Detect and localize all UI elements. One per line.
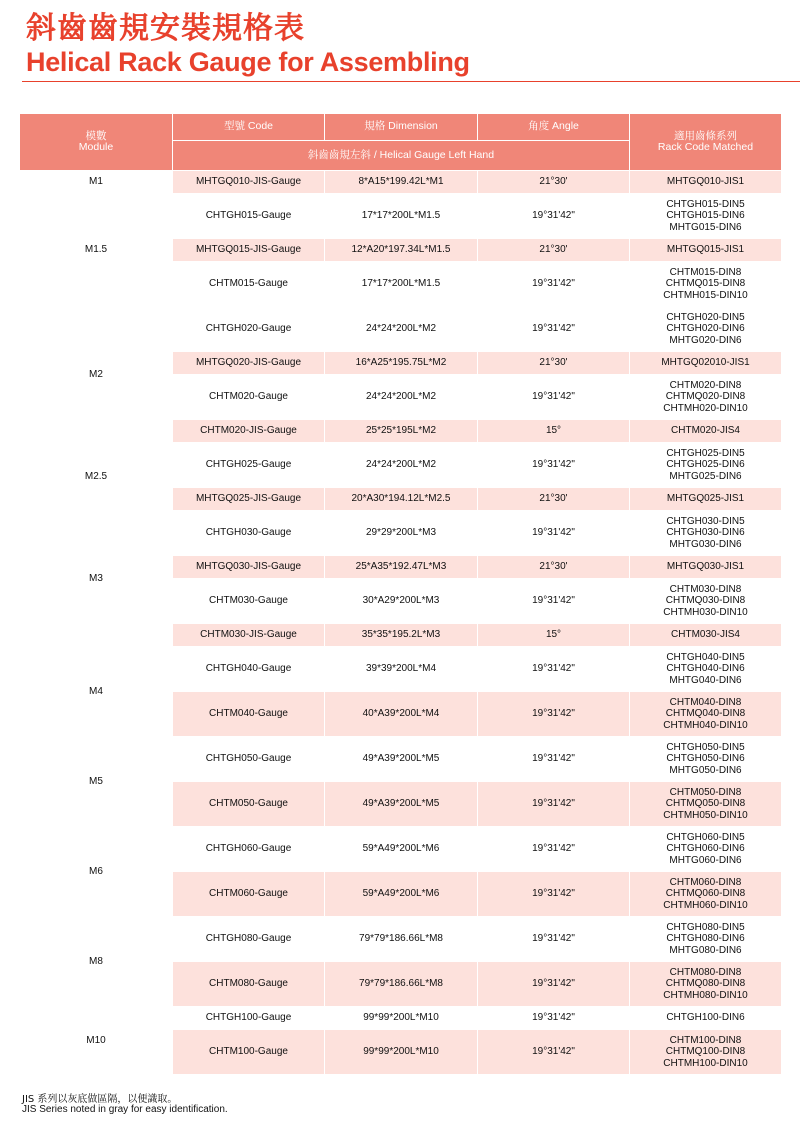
code-cell: MHTGQ015-JIS-Gauge bbox=[173, 239, 325, 262]
dimension-cell: 59*A49*200L*M6 bbox=[325, 827, 478, 872]
footnote-en: JIS Series noted in gray for easy identification. bbox=[22, 1104, 228, 1115]
dimension-cell: 24*24*200L*M2 bbox=[325, 307, 478, 352]
matched-code-cell: CHTM030-JIS4 bbox=[630, 624, 782, 647]
matched-code-cell: MHTGQ025-JIS1 bbox=[630, 488, 782, 511]
module-cell: M3 bbox=[20, 511, 173, 647]
module-cell: M10 bbox=[20, 1007, 173, 1075]
dimension-cell: 25*25*195L*M2 bbox=[325, 420, 478, 443]
page-title-en: Helical Rack Gauge for Assembling bbox=[26, 47, 470, 77]
dimension-cell: 25*A35*192.47L*M3 bbox=[325, 556, 478, 579]
dimension-cell: 59*A49*200L*M6 bbox=[325, 872, 478, 917]
table-row bbox=[20, 647, 782, 692]
matched-header-zh: 適用齒條系列 bbox=[674, 129, 737, 142]
title-divider bbox=[22, 81, 800, 82]
angle-cell: 21°30' bbox=[478, 171, 630, 194]
angle-cell: 19°31'42" bbox=[478, 194, 630, 239]
code-cell: CHTGH050-Gauge bbox=[173, 737, 325, 782]
matched-code-cell: CHTM030-DIN8 CHTMQ030-DIN8 CHTMH030-DIN10 bbox=[630, 579, 782, 624]
matched-code-cell: CHTM060-DIN8 CHTMQ060-DIN8 CHTMH060-DIN10 bbox=[630, 872, 782, 917]
table-row bbox=[20, 1007, 782, 1030]
angle-cell: 19°31'42" bbox=[478, 579, 630, 624]
dimension-cell: 24*24*200L*M2 bbox=[325, 375, 478, 420]
angle-cell: 19°31'42" bbox=[478, 737, 630, 782]
matched-code-cell: CHTM040-DIN8 CHTMQ040-DIN8 CHTMH040-DIN10 bbox=[630, 692, 782, 737]
angle-cell: 19°31'42" bbox=[478, 962, 630, 1007]
table-row bbox=[20, 194, 782, 239]
angle-cell: 19°31'42" bbox=[478, 375, 630, 420]
code-cell: CHTM020-Gauge bbox=[173, 375, 325, 420]
angle-cell: 15° bbox=[478, 624, 630, 647]
matched-code-cell: CHTGH025-DIN5 CHTGH025-DIN6 MHTG025-DIN6 bbox=[630, 443, 782, 488]
matched-header bbox=[630, 114, 782, 171]
code-cell: MHTGQ020-JIS-Gauge bbox=[173, 352, 325, 375]
code-cell: CHTGH020-Gauge bbox=[173, 307, 325, 352]
left-hand-subheader: 斜齒齒規左斜 / Helical Gauge Left Hand bbox=[173, 141, 630, 171]
spec-table bbox=[19, 113, 782, 1075]
module-cell: M4 bbox=[20, 647, 173, 737]
matched-code-cell: CHTGH015-DIN5 CHTGH015-DIN6 MHTG015-DIN6 bbox=[630, 194, 782, 239]
angle-cell: 19°31'42" bbox=[478, 827, 630, 872]
code-cell: CHTGH030-Gauge bbox=[173, 511, 325, 556]
dimension-cell: 16*A25*195.75L*M2 bbox=[325, 352, 478, 375]
angle-cell: 19°31'42" bbox=[478, 872, 630, 917]
dimension-cell: 8*A15*199.42L*M1 bbox=[325, 171, 478, 194]
dimension-cell: 49*A39*200L*M5 bbox=[325, 737, 478, 782]
dimension-cell: 40*A39*200L*M4 bbox=[325, 692, 478, 737]
dimension-cell: 49*A39*200L*M5 bbox=[325, 782, 478, 827]
module-cell: M2.5 bbox=[20, 443, 173, 511]
table-row bbox=[20, 737, 782, 782]
matched-code-cell: CHTGH100-DIN6 bbox=[630, 1007, 782, 1030]
code-cell: CHTGH060-Gauge bbox=[173, 827, 325, 872]
angle-cell: 19°31'42" bbox=[478, 1030, 630, 1075]
code-cell: CHTM015-Gauge bbox=[173, 262, 325, 307]
angle-cell: 19°31'42" bbox=[478, 443, 630, 488]
matched-code-cell: CHTGH080-DIN5 CHTGH080-DIN6 MHTG080-DIN6 bbox=[630, 917, 782, 962]
module-header-en: Module bbox=[78, 141, 114, 153]
dimension-cell: 35*35*195.2L*M3 bbox=[325, 624, 478, 647]
angle-cell: 19°31'42" bbox=[478, 647, 630, 692]
code-cell: CHTM020-JIS-Gauge bbox=[173, 420, 325, 443]
dimension-cell: 17*17*200L*M1.5 bbox=[325, 262, 478, 307]
code-cell: CHTGH100-Gauge bbox=[173, 1007, 325, 1030]
code-cell: CHTGH080-Gauge bbox=[173, 917, 325, 962]
spec-table-body bbox=[20, 171, 782, 1075]
matched-code-cell: CHTM050-DIN8 CHTMQ050-DIN8 CHTMH050-DIN10 bbox=[630, 782, 782, 827]
table-row bbox=[20, 917, 782, 962]
matched-code-cell: MHTGQ030-JIS1 bbox=[630, 556, 782, 579]
angle-cell: 21°30' bbox=[478, 352, 630, 375]
code-cell: CHTGH025-Gauge bbox=[173, 443, 325, 488]
module-cell: M5 bbox=[20, 737, 173, 827]
module-cell: M1.5 bbox=[20, 194, 173, 307]
matched-code-cell: CHTGH060-DIN5 CHTGH060-DIN6 MHTG060-DIN6 bbox=[630, 827, 782, 872]
dimension-cell: 79*79*186.66L*M8 bbox=[325, 962, 478, 1007]
table-row bbox=[20, 307, 782, 352]
code-cell: CHTM030-Gauge bbox=[173, 579, 325, 624]
angle-cell: 15° bbox=[478, 420, 630, 443]
dimension-cell: 24*24*200L*M2 bbox=[325, 443, 478, 488]
code-cell: CHTM030-JIS-Gauge bbox=[173, 624, 325, 647]
dimension-cell: 39*39*200L*M4 bbox=[325, 647, 478, 692]
code-cell: CHTM060-Gauge bbox=[173, 872, 325, 917]
matched-code-cell: CHTM020-DIN8 CHTMQ020-DIN8 CHTMH020-DIN10 bbox=[630, 375, 782, 420]
table-row bbox=[20, 171, 782, 194]
matched-code-cell: MHTGQ02010-JIS1 bbox=[630, 352, 782, 375]
code-cell: CHTGH040-Gauge bbox=[173, 647, 325, 692]
module-header-zh: 模數 bbox=[85, 129, 107, 142]
module-cell: M6 bbox=[20, 827, 173, 917]
angle-header: 角度 Angle bbox=[478, 114, 630, 141]
angle-cell: 19°31'42" bbox=[478, 1007, 630, 1030]
matched-code-cell: CHTGH040-DIN5 CHTGH040-DIN6 MHTG040-DIN6 bbox=[630, 647, 782, 692]
angle-cell: 21°30' bbox=[478, 239, 630, 262]
code-cell: MHTGQ025-JIS-Gauge bbox=[173, 488, 325, 511]
table-row bbox=[20, 827, 782, 872]
dimension-cell: 29*29*200L*M3 bbox=[325, 511, 478, 556]
table-row bbox=[20, 443, 782, 488]
dimension-cell: 99*99*200L*M10 bbox=[325, 1030, 478, 1075]
module-cell: M2 bbox=[20, 307, 173, 443]
code-cell: MHTGQ030-JIS-Gauge bbox=[173, 556, 325, 579]
dimension-cell: 20*A30*194.12L*M2.5 bbox=[325, 488, 478, 511]
angle-cell: 19°31'42" bbox=[478, 692, 630, 737]
matched-code-cell: CHTM080-DIN8 CHTMQ080-DIN8 CHTMH080-DIN10 bbox=[630, 962, 782, 1007]
dimension-header: 規格 Dimension bbox=[325, 114, 478, 141]
matched-code-cell: CHTM015-DIN8 CHTMQ015-DIN8 CHTMH015-DIN10 bbox=[630, 262, 782, 307]
angle-cell: 21°30' bbox=[478, 488, 630, 511]
code-cell: CHTGH015-Gauge bbox=[173, 194, 325, 239]
angle-cell: 19°31'42" bbox=[478, 307, 630, 352]
matched-code-cell: MHTGQ015-JIS1 bbox=[630, 239, 782, 262]
matched-code-cell: CHTM100-DIN8 CHTMQ100-DIN8 CHTMH100-DIN10 bbox=[630, 1030, 782, 1075]
table-row bbox=[20, 511, 782, 556]
dimension-cell: 12*A20*197.34L*M1.5 bbox=[325, 239, 478, 262]
angle-cell: 19°31'42" bbox=[478, 262, 630, 307]
matched-header-en: Rack Code Matched bbox=[657, 141, 754, 153]
dimension-cell: 17*17*200L*M1.5 bbox=[325, 194, 478, 239]
code-cell: CHTM080-Gauge bbox=[173, 962, 325, 1007]
code-cell: MHTGQ010-JIS-Gauge bbox=[173, 171, 325, 194]
angle-cell: 19°31'42" bbox=[478, 782, 630, 827]
angle-cell: 19°31'42" bbox=[478, 917, 630, 962]
matched-code-cell: CHTGH020-DIN5 CHTGH020-DIN6 MHTG020-DIN6 bbox=[630, 307, 782, 352]
dimension-cell: 99*99*200L*M10 bbox=[325, 1007, 478, 1030]
matched-code-cell: CHTM020-JIS4 bbox=[630, 420, 782, 443]
module-header bbox=[20, 114, 173, 171]
dimension-cell: 30*A29*200L*M3 bbox=[325, 579, 478, 624]
code-cell: CHTM100-Gauge bbox=[173, 1030, 325, 1075]
matched-code-cell: MHTGQ010-JIS1 bbox=[630, 171, 782, 194]
matched-code-cell: CHTGH030-DIN5 CHTGH030-DIN6 MHTG030-DIN6 bbox=[630, 511, 782, 556]
footnote-zh: JIS 系列以灰底做區隔，以便識取。 bbox=[22, 1094, 178, 1105]
angle-cell: 21°30' bbox=[478, 556, 630, 579]
matched-code-cell: CHTGH050-DIN5 CHTGH050-DIN6 MHTG050-DIN6 bbox=[630, 737, 782, 782]
page-title-zh: 斜齒齒規安裝規格表 bbox=[26, 11, 305, 46]
angle-cell: 19°31'42" bbox=[478, 511, 630, 556]
code-header: 型號 Code bbox=[173, 114, 325, 141]
dimension-cell: 79*79*186.66L*M8 bbox=[325, 917, 478, 962]
module-cell: M8 bbox=[20, 917, 173, 1007]
module-cell: M1 bbox=[20, 171, 173, 194]
code-cell: CHTM040-Gauge bbox=[173, 692, 325, 737]
code-cell: CHTM050-Gauge bbox=[173, 782, 325, 827]
